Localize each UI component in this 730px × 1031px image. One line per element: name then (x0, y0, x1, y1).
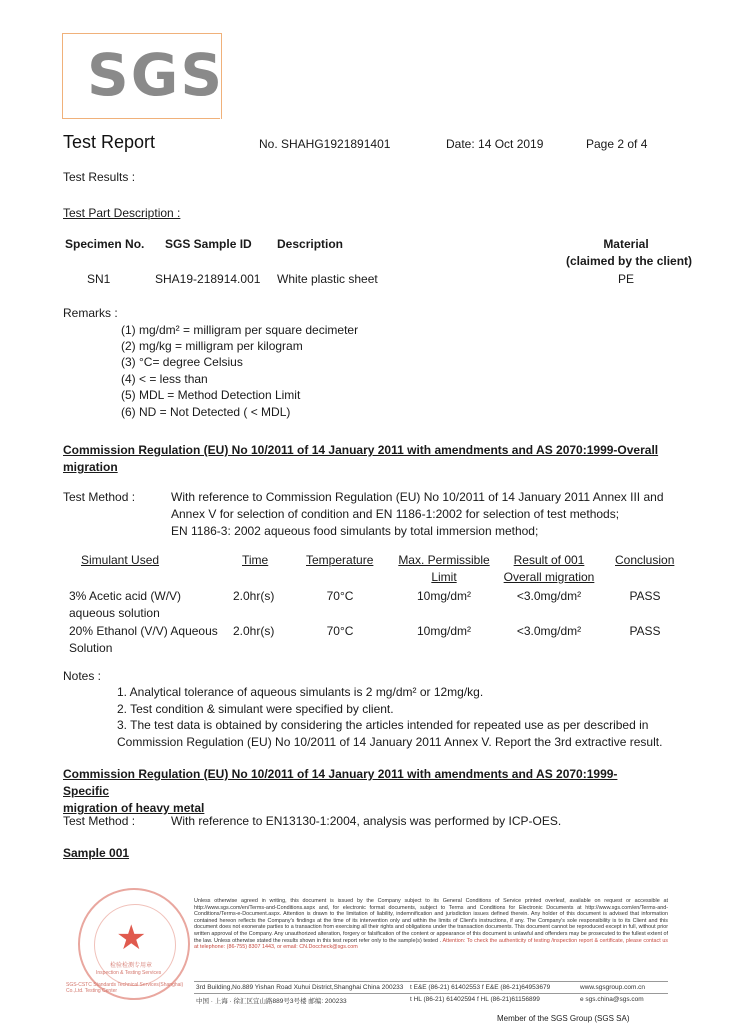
table-row-simulant-2: aqueous solution (69, 606, 160, 620)
th-time: Time (242, 553, 269, 567)
table-row-limit: 10mg/dm² (416, 589, 472, 603)
page-indicator: Page 2 of 4 (586, 137, 648, 151)
col-description: Description (277, 237, 344, 251)
specific-method-text: With reference to EN13130-1:2004, analysis was performed by ICP-OES. (171, 814, 562, 828)
terms-text: Unless otherwise agreed in writing, this document is issued by the Company subject to its General Conditions of Service printed overleaf, available on request or accessible at http://www.sgs.com/en/Terms-and-Conditions.aspx and, for electronic format documents, subject to Terms and Conditions for Electronic Documents at http://www.sgs.com/en/Terms-and-Conditions/Terms-e-Document.aspx. Attention is drawn to the limitation of liability, indemnification and jurisdiction issues defined therein. Any holder of this document is advised that information contained hereon reflects the Company's findings at the time of its intervention only and within the limits of Client's instructions, if any. The Company's sole responsibility is to its Client and this document does not exonerate parties to a transaction from exercising all their rights and obligations under the transaction documents. This document cannot be reproduced except in full, without prior written approval of the Company. Any unauthorized alteration, forgery or falsification of the content or appearance of this document is unlawful and offenders may be prosecuted to the fullest extent of the law. Unless otherwise stated the results shown in this test report refer only to the sample(s) tested . (194, 898, 668, 944)
table-row-time: 2.0hr(s) (233, 624, 275, 638)
test-results-label: Test Results : (63, 170, 136, 184)
table-row-time: 2.0hr(s) (233, 589, 275, 603)
row-specimen: SN1 (87, 272, 111, 286)
overall-migration-heading (63, 442, 663, 476)
col-material: Material (603, 237, 649, 251)
overall-method-line: Annex V for selection of condition and EN 1186-1:2002 for selection of test methods; (171, 507, 620, 521)
table-row-result: <3.0mg/dm² (516, 589, 582, 603)
table-row-simulant-2: Solution (69, 641, 113, 655)
note-item: 3. The test data is obtained by considering the articles intended for repeated use as per described in (117, 718, 649, 732)
remark-item: (2) mg/kg = milligram per kilogram (121, 339, 303, 353)
authenticity-notice: Attention: To check the authenticity of testing /inspection report & certificate, please contact us at telephone: (86-755) 8307 1443, or email: CN.Doccheck@sgs.com (194, 937, 669, 951)
phone-en: t E&E (86-21) 61402553 f E&E (86-21)64953679 (410, 984, 551, 991)
remark-item: (3) °C= degree Celsius (121, 355, 243, 369)
table-row-temperature: 70°C (326, 624, 354, 638)
footer-divider (194, 993, 668, 994)
remark-item: (4) < = less than (121, 372, 208, 386)
th-simulant: Simulant Used (81, 553, 160, 567)
th-conclusion: Conclusion (615, 553, 675, 567)
web-address: www.sgsgroup.com.cn (580, 984, 646, 991)
table-row-result: <3.0mg/dm² (516, 624, 582, 638)
note-item: 2. Test condition & simulant were specified by client. (117, 702, 394, 716)
note-item: 1. Analytical tolerance of aqueous simulants is 2 mg/dm² or 12mg/kg. (117, 685, 484, 699)
overall-method-line: EN 1186-3: 2002 aqueous food simulants by total immersion method; (171, 524, 539, 538)
seal-side-text: SGS-CSTC Standards Technical Services(Shanghai) Co.,Ltd. Testing Center (66, 982, 184, 994)
terms-fine-print (194, 898, 668, 951)
table-row-simulant: 3% Acetic acid (W/V) (69, 589, 182, 603)
specific-method-label: Test Method : (63, 814, 136, 828)
specific-heading-line-1: Commission Regulation (EU) No 10/2011 of 14 January 2011 with amendments and AS 2070:1999-Specific (63, 767, 618, 798)
specific-migration-heading (63, 766, 663, 817)
overall-heading-line-2: migration (63, 460, 118, 474)
address-en: 3rd Building,No.889 Yishan Road Xuhui District,Shanghai China 200233 (196, 984, 404, 991)
seal-text-en: Inspection & Testing Services (96, 970, 162, 976)
remark-item: (5) MDL = Method Detection Limit (121, 388, 301, 402)
overall-method-label: Test Method : (63, 490, 136, 504)
row-material: PE (617, 272, 634, 286)
star-icon: ★ (116, 918, 147, 958)
table-row-temperature: 70°C (326, 589, 354, 603)
footer-divider (194, 981, 668, 982)
phone-cn: t HL (86-21) 61402594 f HL (86-21)61156899 (410, 996, 540, 1003)
sgs-logo (62, 33, 225, 119)
col-material-note: (claimed by the client) (566, 254, 693, 268)
overall-heading-line-1: Commission Regulation (EU) No 10/2011 of 14 January 2011 with amendments and AS 2070:1999-Overall (63, 443, 659, 457)
table-row-simulant: 20% Ethanol (V/V) Aqueous (69, 624, 218, 638)
th-result: Result of 001 (513, 553, 585, 567)
remark-item: (1) mg/dm² = milligram per square decimeter (121, 323, 359, 337)
note-item: Commission Regulation (EU) No 10/2011 of 14 January 2011 Annex V. Report the 3rd extractive result. (117, 735, 663, 749)
member-of-group: Member of the SGS Group (SGS SA) (497, 1014, 630, 1023)
remark-item: (6) ND = Not Detected ( < MDL) (121, 405, 291, 419)
sample-heading: Sample 001 (63, 846, 130, 860)
email-address: e sgs.china@sgs.com (580, 996, 644, 1003)
th-limit: Max. Permissible (398, 553, 490, 567)
part-description-heading: Test Part Description : (63, 206, 181, 220)
table-row-conclusion: PASS (629, 589, 661, 603)
seal-text-cn: 检验检测专用章 (110, 963, 153, 969)
table-row-limit: 10mg/dm² (416, 624, 472, 638)
report-title: Test Report (63, 132, 156, 152)
table-row-conclusion: PASS (629, 624, 661, 638)
sgs-logo-text: SGS (87, 41, 225, 109)
report-number: No. SHAHG1921891401 (259, 137, 391, 151)
notes-label: Notes : (63, 669, 102, 683)
th-result-2: Overall migration (503, 570, 595, 584)
report-date: Date: 14 Oct 2019 (446, 137, 544, 151)
address-cn: 中国 · 上海 · 徐汇区宜山路889号3号楼 邮编: 200233 (196, 998, 347, 1005)
overall-method-line: With reference to Commission Regulation (EU) No 10/2011 of 14 January 2011 Annex III and (171, 490, 664, 504)
remarks-label: Remarks : (63, 306, 118, 320)
col-specimen-no: Specimen No. (65, 237, 145, 251)
specific-heading-line-2: migration of heavy metal (63, 801, 205, 815)
row-sample-id: SHA19-218914.001 (155, 272, 261, 286)
col-sgs-sample-id: SGS Sample ID (165, 237, 252, 251)
row-description: White plastic sheet (277, 272, 378, 286)
th-limit-2: Limit (431, 570, 457, 584)
logo-divider (62, 118, 220, 119)
th-temperature: Temperature (306, 553, 374, 567)
